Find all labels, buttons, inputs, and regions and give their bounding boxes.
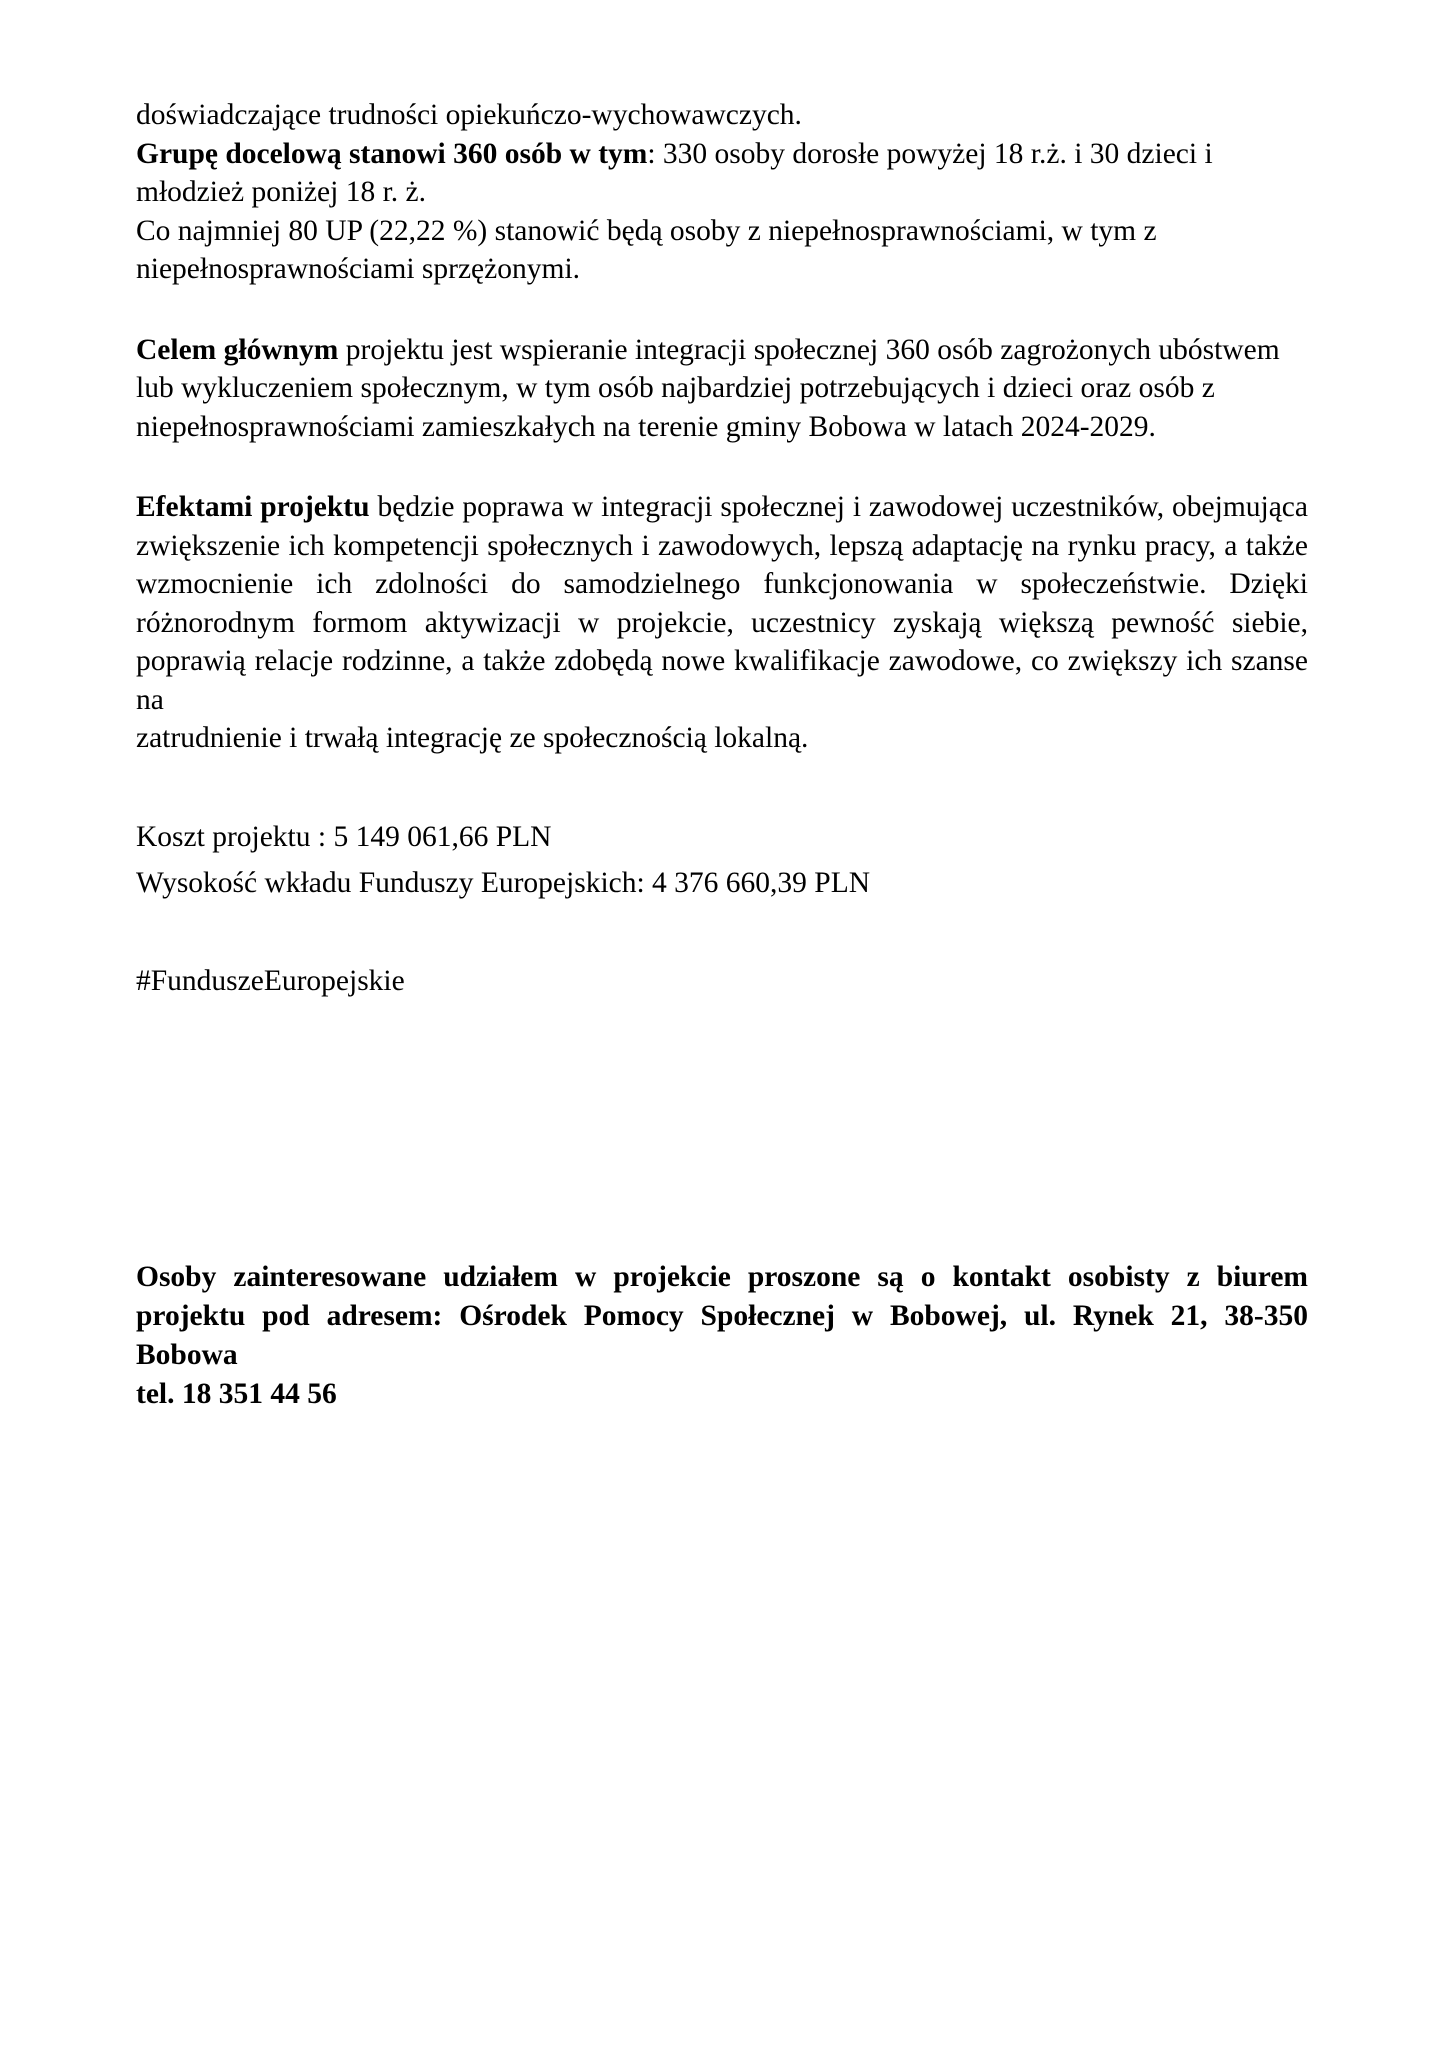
main-goal-line-2: lub wykluczeniem społecznym, w tym osób najbardziej potrzebujących i dzieci oraz osób z	[136, 372, 1215, 404]
target-group-line-4: Co najmniej 80 UP (22,22 %) stanowić będą osoby z niepełnosprawnościami, w tym z	[136, 214, 1157, 247]
spacer-before-contact-extra	[136, 1108, 1308, 1258]
document-content	[136, 96, 1308, 1414]
target-group-line-2-rest: : 330 osoby dorosłe powyżej 18 r.ż. i 30 dzieci i	[647, 137, 1213, 170]
main-goal-bold-lead: Celem głównym	[136, 333, 339, 366]
paragraph-main-goal	[136, 331, 1308, 447]
effects-bold-lead: Efektami projektu	[136, 491, 370, 523]
effects-body: będzie poprawa w integracji społecznej i zawodowej uczestników, obejmująca zwiększenie ich kompetencji społecznych i zawodowych, lepszą adaptację na rynku pracy, a także wzmocnienie ich zdolności do samodzielnego funkcjonowania w społeczeństwie. Dzięki różnorodnym formom aktywizacji w projekcie, uczestnicy zyskają większą pewność siebie, poprawią relacje rodzinne, a także zdobędą nowe kwalifikacje zawodowe, co zwiększy ich szanse na	[136, 491, 1308, 716]
effects-last-line: zatrudnienie i trwałą integrację ze społecznością lokalną.	[136, 722, 809, 754]
target-group-line-5: niepełnosprawnościami sprzężonymi.	[136, 253, 581, 285]
target-group-line-3: młodzież poniżej 18 r. ż.	[136, 176, 426, 208]
eu-contribution-line: Wysokość wkładu Funduszy Europejskich: 4 376 660,39 PLN	[136, 866, 871, 899]
spacer-after-target-group	[136, 289, 1308, 331]
spacer-after-effects	[136, 758, 1308, 814]
contact-phone: tel. 18 351 44 56	[136, 1378, 337, 1410]
main-goal-line-1	[136, 331, 1308, 370]
spacer-after-main-goal	[136, 446, 1308, 488]
spacer-before-contact	[136, 1000, 1308, 1108]
spacer-after-costs	[136, 906, 1308, 962]
main-goal-line-3: niepełnosprawnościami zamieszkałych na terenie gminy Bobowa w latach 2024-2029.	[136, 410, 1156, 443]
project-cost-line: Koszt projektu : 5 149 061,66 PLN	[136, 820, 552, 853]
paragraph-effects	[136, 488, 1308, 758]
target-group-bold-lead: Grupę docelową stanowi 360 osób w tym	[136, 137, 648, 170]
paragraph-target-group	[136, 96, 1308, 289]
main-goal-line-1-rest: projektu jest wspieranie integracji społecznej 360 osób zagrożonych ubóstwem	[338, 333, 1280, 366]
contact-body: Osoby zainteresowane udziałem w projekcie proszone są o kontakt osobisty z biurem projektu pod adresem: Ośrodek Pomocy Społecznej w Bobowej, ul. Rynek 21, 38-350 Bobowa	[136, 1261, 1308, 1371]
hashtag-fundusze-europejskie: #FunduszeEuropejskie	[136, 964, 405, 997]
contact-block	[136, 1258, 1308, 1414]
target-group-line-2	[136, 135, 1308, 174]
target-group-line-1: doświadczające trudności opiekuńczo-wychowawczych.	[136, 99, 802, 131]
